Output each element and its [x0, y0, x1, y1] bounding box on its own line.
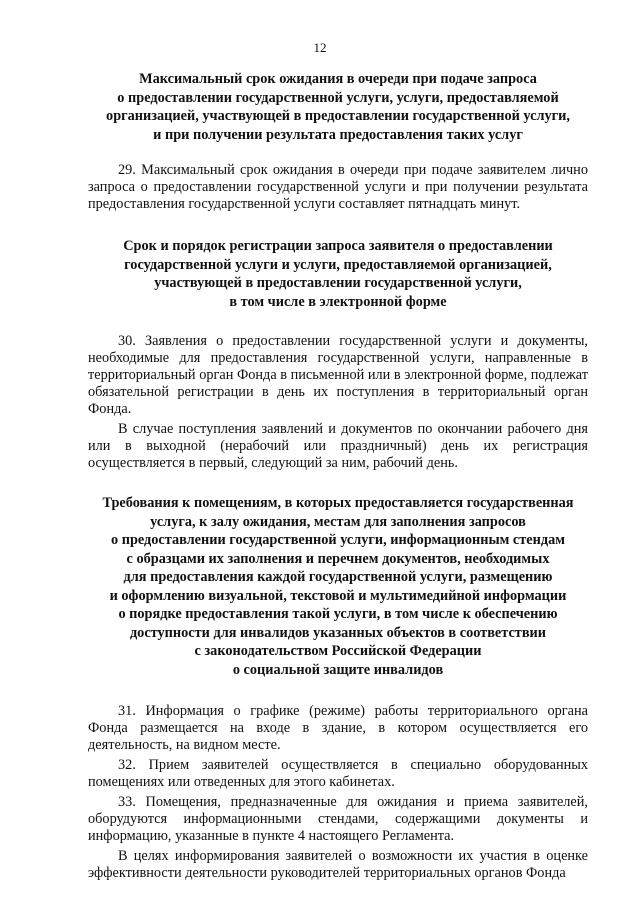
- section-heading-registration: [88, 237, 588, 311]
- heading-line: услуга, к залу ожидания, местам для заполнения запросов: [150, 513, 526, 530]
- section-heading-premises: [88, 494, 588, 679]
- heading-line: Срок и порядок регистрации запроса заявителя о предоставлении: [123, 238, 553, 254]
- document-body: [88, 70, 588, 882]
- paragraph-33: 33. Помещения, предназначенные для ожидания и приема заявителей, оборудуются информационными стендами, содержащими документы и информацию, указанные в пункте 4 настоящего Регламента.: [88, 794, 588, 844]
- heading-line: с законодательством Российской Федерации: [194, 643, 482, 659]
- heading-line: и оформлению визуальной, текстовой и мультимедийной информации: [109, 587, 567, 604]
- heading-line: Требования к помещениям, в которых предоставляется государственная: [102, 495, 574, 511]
- heading-line: государственной услуги и услуги, предоставляемой организацией,: [124, 256, 552, 273]
- paragraph-30: 30. Заявления о предоставлении государственной услуги и документы, необходимые для предоставления государственной услуги, направленные в территориальный орган Фонда в письменной или в электронной форме, подлежат обязательной регистрации в день их поступления в территориальный орган Фонда.: [88, 333, 588, 417]
- heading-line: о предоставлении государственной услуги, информационным стендам: [110, 532, 565, 548]
- heading-line: с образцами их заполнения и перечнем документов, необходимых: [126, 550, 550, 567]
- heading-line: организацией, участвующей в предоставлении государственной услуги,: [106, 108, 570, 124]
- paragraph-32: 32. Прием заявителей осуществляется в специально оборудованных помещениях или отведенных для этого кабинетах.: [88, 757, 588, 790]
- heading-line: для предоставления каждой государственной услуги, размещению: [123, 569, 553, 585]
- heading-line: о социальной защите инвалидов: [232, 661, 444, 678]
- heading-line: в том числе в электронной форме: [229, 293, 447, 310]
- page-number: 12: [313, 40, 327, 55]
- heading-line: и при получении результата предоставления таких услуг: [153, 126, 523, 143]
- section-heading-queue-time: [88, 70, 588, 144]
- paragraph-31: 31. Информация о графике (режиме) работы территориального органа Фонда размещается на входе в здание, в котором осуществляется его деятельность, на видном месте.: [88, 703, 588, 753]
- paragraph-33-continuation: В целях информирования заявителей о возможности их участия в оценке эффективности деятельности руководителей территориальных органов Фонда: [88, 848, 588, 881]
- heading-line: доступности для инвалидов указанных объектов в соответствии: [129, 624, 547, 641]
- paragraph-29: 29. Максимальный срок ожидания в очереди при подаче заявителем лично запроса о предоставлении государственной услуги и при получении результата предоставления государственной услуги составляет пятнадцать минут.: [88, 162, 588, 212]
- heading-line: участвующей в предоставлении государственной услуги,: [154, 275, 522, 291]
- heading-line: Максимальный срок ожидания в очереди при подаче запроса: [139, 71, 537, 87]
- heading-line: о порядке предоставления такой услуги, в том числе к обеспечению: [118, 606, 558, 622]
- heading-line: о предоставлении государственной услуги, услуги, предоставляемой: [117, 89, 559, 106]
- paragraph-30-continuation: В случае поступления заявлений и документов по окончании рабочего дня или в выходной (нерабочий или праздничный) день их регистрация осуществляется в первый, следующий за ним, рабочий день.: [88, 421, 588, 471]
